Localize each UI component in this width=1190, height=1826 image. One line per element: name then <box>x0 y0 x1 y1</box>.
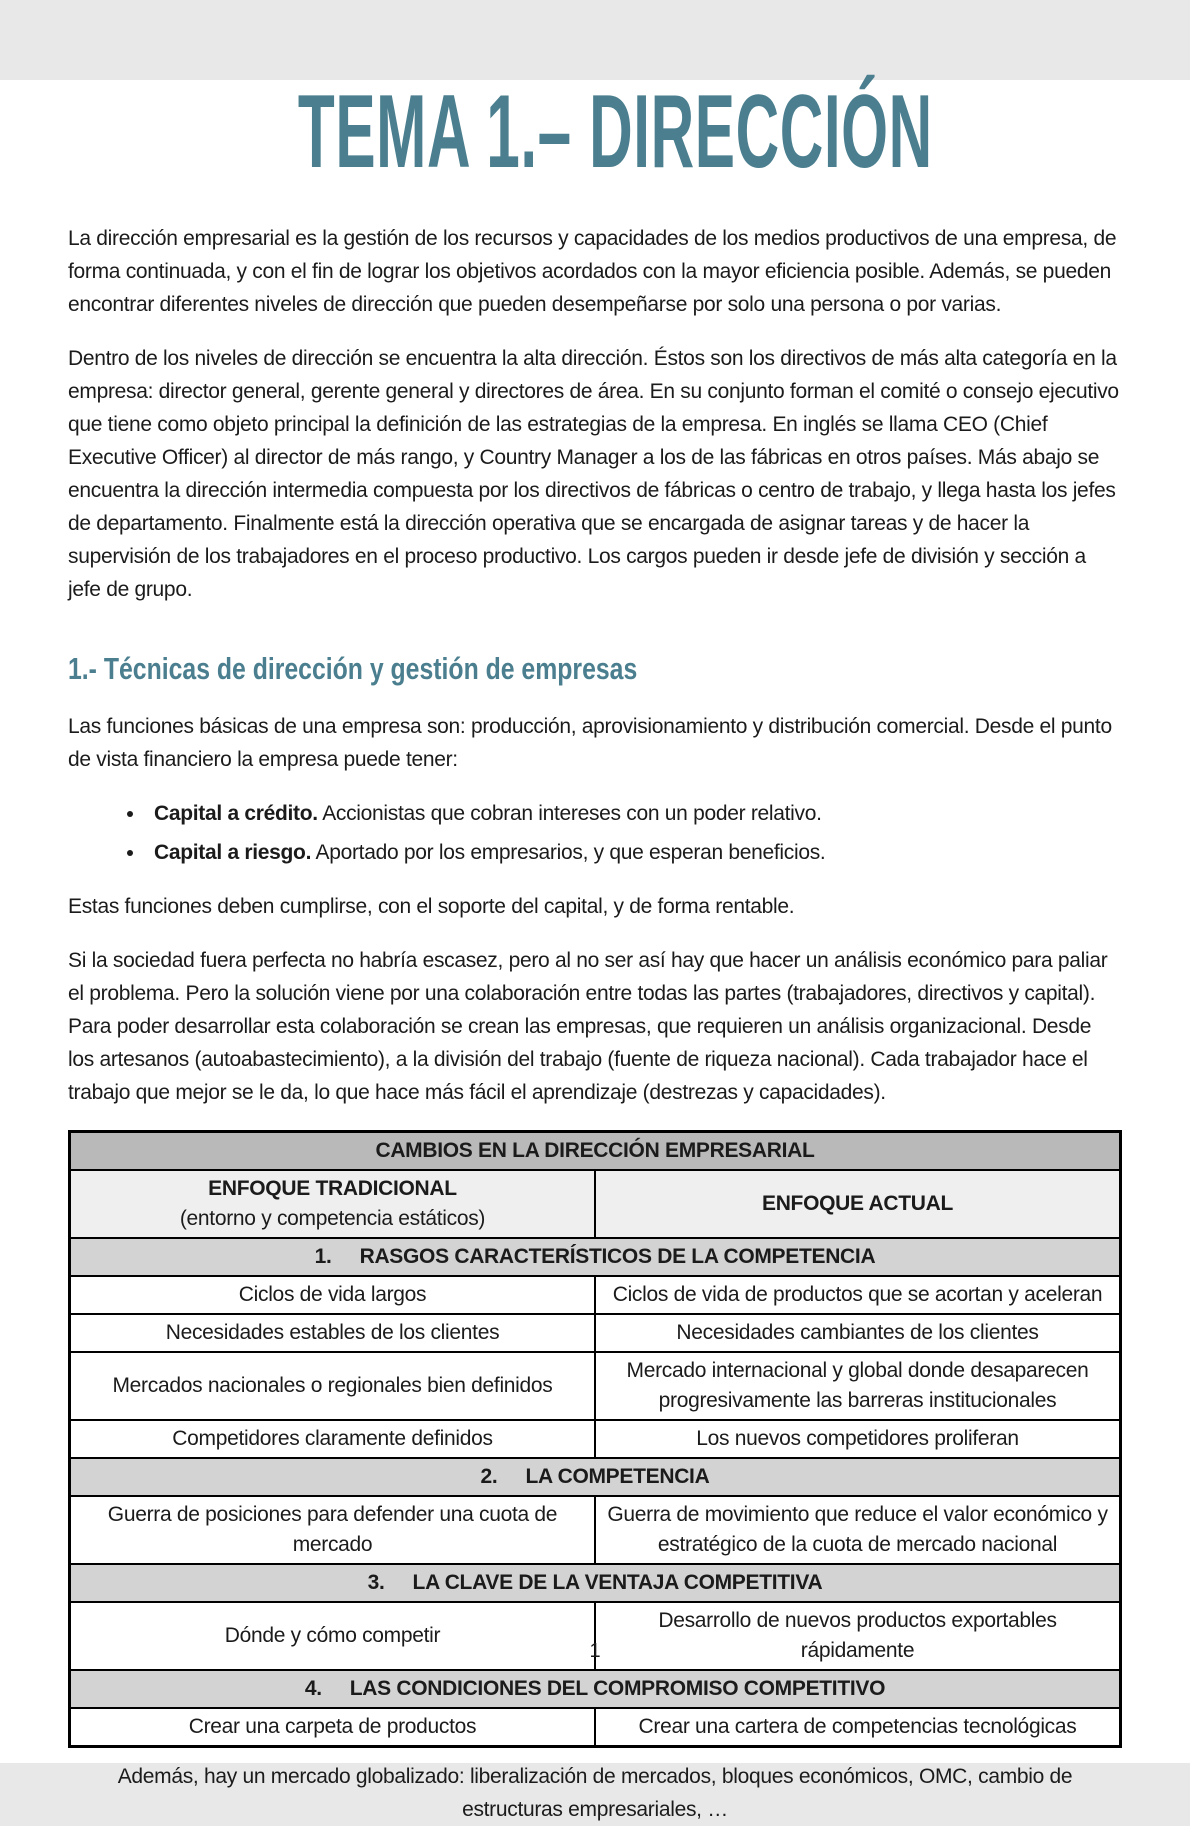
table-footnote: Además, hay un mercado globalizado: liberalización de mercados, bloques económicos, OMC, cambio de estructuras empresariales, … <box>117 1765 1073 1822</box>
table-row <box>70 1314 1120 1352</box>
enfoque-tradicional-title: ENFOQUE TRADICIONAL <box>208 1177 457 1201</box>
table-section-header-1 <box>70 1238 1120 1276</box>
table-title-cell: CAMBIOS EN LA DIRECCIÓN EMPRESARIAL <box>70 1132 1120 1170</box>
bullet-text: Accionistas que cobran intereses con un poder relativo. <box>317 802 822 826</box>
table-row <box>70 1496 1120 1564</box>
table-cell: Guerra de posiciones para defender una cuota de mercado <box>70 1496 595 1564</box>
section-1-paragraph-1: Las funciones básicas de una empresa son: producción, aprovisionamiento y distribución comercial. Desde el punto de vista financiero la empresa puede tener: <box>68 715 1112 772</box>
table-row <box>70 1352 1120 1420</box>
table-row <box>70 1564 1120 1602</box>
section-1-heading <box>68 652 1122 686</box>
table-cell: Ciclos de vida de productos que se acortan y aceleran <box>595 1276 1120 1314</box>
list-item-capital-credito <box>146 797 1122 830</box>
table-cell: Guerra de movimiento que reduce el valor económico y estratégico de la cuota de mercado nacional <box>595 1496 1120 1564</box>
table-row <box>70 1708 1120 1746</box>
table-row <box>70 1276 1120 1314</box>
table-cell: Desarrollo de nuevos productos exportables rápidamente <box>595 1602 1120 1670</box>
table-cell: Competidores claramente definidos <box>70 1420 595 1458</box>
table-cell: Los nuevos competidores proliferan <box>595 1420 1120 1458</box>
section-number: 1. <box>314 1245 332 1269</box>
table-cell: Mercado internacional y global donde desaparecen progresivamente las barreras institucionales <box>595 1352 1120 1420</box>
section-label: LAS CONDICIONES DEL COMPROMISO COMPETITIVO <box>349 1677 886 1701</box>
table-cell: Dónde y cómo competir <box>70 1602 595 1670</box>
table-row <box>70 1238 1120 1276</box>
table-row <box>70 1170 1120 1238</box>
enfoque-tradicional-subtitle: (entorno y competencia estáticos) <box>179 1207 486 1231</box>
bullet-bold-label: Capital a crédito. <box>154 802 318 826</box>
section-1-paragraph-3: Si la sociedad fuera perfecta no habría escasez, pero al no ser así hay que hacer un análisis económico para paliar el problema. Pero la solución viene por una colaboración entre todas las partes (trabajadores, directivos y capital). Para poder desarrollar esta colaboración se crean las empresas, que requieren un análisis organizacional. Desde los artesanos (autoabastecimiento), a la división del trabajo (fuente de riqueza nacional). Cada trabajador hace el trabajo que mejor se le da, lo que hace más fácil el aprendizaje (destrezas y capacidades). <box>68 949 1108 1105</box>
table-cell: Ciclos de vida largos <box>70 1276 595 1314</box>
table-row <box>70 1670 1120 1708</box>
table-section-header-2 <box>70 1458 1120 1496</box>
capital-bullet-list <box>68 797 1122 869</box>
section-1-paragraph-2: Estas funciones deben cumplirse, con el soporte del capital, y de forma rentable. <box>68 895 795 919</box>
page-title-text: TEMA 1.– DIRECCIÓN <box>297 74 933 190</box>
bullet-bold-label: Capital a riesgo. <box>154 841 312 865</box>
table-cell: Mercados nacionales o regionales bien definidos <box>70 1352 595 1420</box>
intro-paragraph-1: La dirección empresarial es la gestión de los recursos y capacidades de los medios productivos de una empresa, de forma continuada, y con el fin de lograr los objetivos acordados con la mayor eficiencia posible. Además, se pueden encontrar diferentes niveles de dirección que pueden desempeñarse por solo una persona o por varias. <box>68 227 1117 316</box>
section-label: LA COMPETENCIA <box>525 1465 710 1489</box>
enfoque-actual-header-cell <box>595 1170 1120 1238</box>
intro-paragraph-2: Dentro de los niveles de dirección se encuentra la alta dirección. Éstos son los directivos de más alta categoría en la empresa: director general, gerente general y directores de área. En su conjunto forman el comité o consejo ejecutivo que tiene como objeto principal la definición de las estrategias de la empresa. En inglés se llama CEO (Chief Executive Officer) al director de más rango, y Country Manager a los de las fábricas en otros países. Más abajo se encuentra la dirección intermedia compuesta por los directivos de fábricas o centro de trabajo, y llega hasta los jefes de departamento. Finalmente está la dirección operativa que se encargada de asignar tareas y de hacer la supervisión de los trabajadores en el proceso productivo. Los cargos pueden ir desde jefe de división y sección a jefe de grupo. <box>68 347 1119 601</box>
table-row <box>70 1420 1120 1458</box>
table-cell: Necesidades estables de los clientes <box>70 1314 595 1352</box>
bullet-text: Aportado por los empresarios, y que esperan beneficios. <box>311 841 826 865</box>
table-row <box>70 1458 1120 1496</box>
table-cell: Necesidades cambiantes de los clientes <box>595 1314 1120 1352</box>
section-number: 4. <box>304 1677 322 1701</box>
section-number: 2. <box>480 1465 498 1489</box>
section-number: 3. <box>367 1571 385 1595</box>
section-label: RASGOS CARACTERÍSTICOS DE LA COMPETENCIA <box>359 1245 876 1269</box>
enfoque-actual-title: ENFOQUE ACTUAL <box>761 1192 953 1216</box>
page-title <box>68 74 1122 190</box>
table-cell: Crear una cartera de competencias tecnológicas <box>595 1708 1120 1746</box>
table-section-header-4 <box>70 1670 1120 1708</box>
table-cell: Crear una carpeta de productos <box>70 1708 595 1746</box>
section-label: LA CLAVE DE LA VENTAJA COMPETITIVA <box>412 1571 823 1595</box>
page-number: 1 <box>589 1640 601 1662</box>
section-1-heading-text: 1.- Técnicas de dirección y gestión de empresas <box>68 651 638 686</box>
table-section-header-3 <box>70 1564 1120 1602</box>
enfoque-tradicional-header-cell <box>70 1170 595 1238</box>
document-page <box>0 74 1190 1822</box>
list-item-capital-riesgo <box>146 836 1122 869</box>
table-row <box>70 1132 1120 1170</box>
